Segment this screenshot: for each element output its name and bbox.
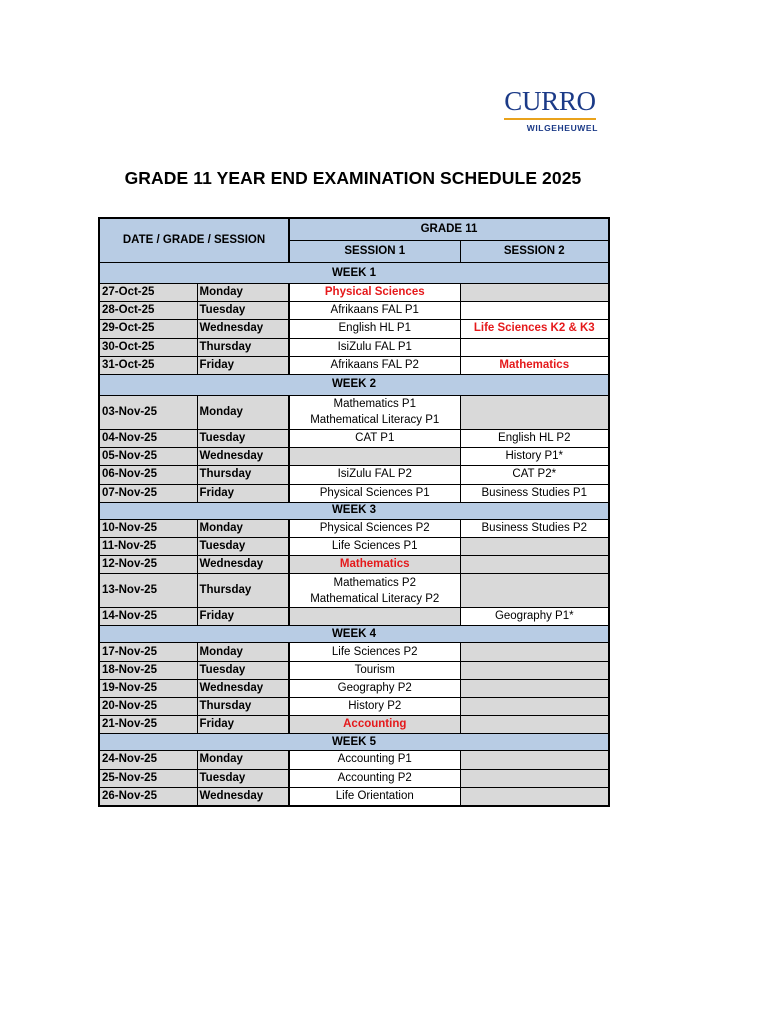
exam-weekday: Friday [197, 608, 289, 626]
session-2-cell [460, 643, 609, 661]
exam-date: 30-Oct-25 [99, 338, 197, 356]
session-1-cell [289, 716, 460, 734]
week-label: WEEK 2 [99, 374, 609, 395]
session-1-cell [289, 574, 460, 608]
exam-subject: Accounting P1 [337, 753, 412, 766]
table-row [99, 679, 609, 697]
session-2-cell [460, 302, 609, 320]
table-row [99, 338, 609, 356]
exam-subject: Mathematics [499, 358, 570, 371]
exam-subject: Life Sciences P1 [331, 539, 418, 552]
exam-date: 11-Nov-25 [99, 537, 197, 555]
week-header-row [99, 502, 609, 519]
session-1-cell [289, 395, 460, 429]
week-header-row [99, 374, 609, 395]
session-1-cell [289, 698, 460, 716]
exam-subject: History P1* [505, 450, 564, 463]
exam-weekday: Thursday [197, 574, 289, 608]
exam-subject: Mathematics P1 [333, 398, 416, 411]
exam-subject: Geography P2 [337, 681, 412, 694]
exam-weekday: Tuesday [197, 537, 289, 555]
exam-subject: Accounting [343, 718, 407, 731]
exam-subject: Life Sciences K2 & K3 [473, 322, 595, 335]
table-row [99, 429, 609, 447]
table-row [99, 608, 609, 626]
table-row [99, 787, 609, 806]
session-1-cell [289, 338, 460, 356]
exam-date: 07-Nov-25 [99, 484, 197, 502]
session-1-cell [289, 284, 460, 302]
exam-date: 14-Nov-25 [99, 608, 197, 626]
session-2-cell [460, 608, 609, 626]
session-1-cell [289, 608, 460, 626]
exam-subject: Physical Sciences [324, 286, 425, 299]
exam-date: 21-Nov-25 [99, 716, 197, 734]
exam-weekday: Friday [197, 716, 289, 734]
session-2-cell [460, 537, 609, 555]
exam-date: 28-Oct-25 [99, 302, 197, 320]
exam-date: 18-Nov-25 [99, 661, 197, 679]
exam-subject: CAT P2* [512, 468, 557, 481]
exam-subject: English HL P1 [338, 322, 411, 335]
session-2-cell [460, 661, 609, 679]
table-row [99, 466, 609, 484]
logo-wordmark: CURRO [504, 86, 596, 116]
schedule-body [99, 263, 609, 806]
exam-date: 03-Nov-25 [99, 395, 197, 429]
logo-divider [504, 118, 596, 120]
week-header-row [99, 626, 609, 643]
exam-date: 12-Nov-25 [99, 556, 197, 574]
exam-date: 10-Nov-25 [99, 519, 197, 537]
exam-weekday: Tuesday [197, 769, 289, 787]
table-row [99, 716, 609, 734]
exam-subject: Tourism [354, 663, 395, 676]
exam-date: 13-Nov-25 [99, 574, 197, 608]
session-1-cell [289, 519, 460, 537]
exam-subject: Life Orientation [335, 789, 414, 802]
session-2-cell [460, 466, 609, 484]
table-row [99, 698, 609, 716]
exam-weekday: Wednesday [197, 556, 289, 574]
exam-subject: Afrikaans FAL P1 [330, 304, 419, 317]
exam-date: 19-Nov-25 [99, 679, 197, 697]
exam-date: 05-Nov-25 [99, 448, 197, 466]
table-row [99, 484, 609, 502]
table-row [99, 284, 609, 302]
exam-weekday: Thursday [197, 338, 289, 356]
exam-weekday: Wednesday [197, 787, 289, 806]
exam-subject: Geography P1* [494, 610, 574, 623]
exam-subject: Business Studies P2 [481, 521, 587, 534]
table-row [99, 302, 609, 320]
session-2-cell [460, 787, 609, 806]
session-2-cell [460, 698, 609, 716]
exam-subject: Afrikaans FAL P2 [330, 358, 419, 371]
exam-weekday: Tuesday [197, 302, 289, 320]
session-1-cell [289, 448, 460, 466]
exam-weekday: Friday [197, 356, 289, 374]
session-1-cell [289, 787, 460, 806]
exam-date: 24-Nov-25 [99, 751, 197, 769]
session-2-cell [460, 395, 609, 429]
exam-weekday: Monday [197, 751, 289, 769]
exam-subject: English HL P2 [498, 432, 571, 445]
header-date-grade-session: DATE / GRADE / SESSION [99, 218, 289, 263]
session-2-cell [460, 574, 609, 608]
session-2-cell [460, 751, 609, 769]
exam-weekday: Tuesday [197, 661, 289, 679]
table-row [99, 643, 609, 661]
exam-date: 25-Nov-25 [99, 769, 197, 787]
exam-date: 27-Oct-25 [99, 284, 197, 302]
table-row [99, 769, 609, 787]
session-2-cell [460, 320, 609, 338]
session-1-cell [289, 769, 460, 787]
exam-date: 17-Nov-25 [99, 643, 197, 661]
table-row [99, 320, 609, 338]
session-1-cell [289, 356, 460, 374]
exam-subject: Accounting P2 [337, 771, 412, 784]
exam-subject: Business Studies P1 [481, 486, 587, 499]
exam-subject: Mathematical Literacy P1 [310, 414, 440, 427]
exam-subject: Physical Sciences P2 [319, 521, 430, 534]
exam-date: 06-Nov-25 [99, 466, 197, 484]
session-2-cell [460, 679, 609, 697]
table-row [99, 519, 609, 537]
exam-schedule-table [98, 217, 610, 807]
session-2-cell [460, 556, 609, 574]
session-1-cell [289, 429, 460, 447]
week-header-row [99, 263, 609, 284]
exam-date: 04-Nov-25 [99, 429, 197, 447]
table-row [99, 356, 609, 374]
exam-weekday: Wednesday [197, 320, 289, 338]
session-1-cell [289, 751, 460, 769]
session-2-cell [460, 484, 609, 502]
exam-weekday: Monday [197, 395, 289, 429]
exam-subject: History P2 [348, 700, 402, 713]
session-1-cell [289, 466, 460, 484]
exam-subject: Mathematical Literacy P2 [310, 592, 440, 605]
exam-weekday: Monday [197, 284, 289, 302]
session-1-cell [289, 484, 460, 502]
header-session-1: SESSION 1 [289, 241, 460, 263]
exam-date: 20-Nov-25 [99, 698, 197, 716]
exam-weekday: Friday [197, 484, 289, 502]
session-1-cell [289, 537, 460, 555]
exam-subject: Physical Sciences P1 [319, 486, 430, 499]
exam-weekday: Wednesday [197, 679, 289, 697]
exam-date: 29-Oct-25 [99, 320, 197, 338]
exam-weekday: Wednesday [197, 448, 289, 466]
session-2-cell [460, 338, 609, 356]
header-grade: GRADE 11 [289, 218, 609, 241]
exam-weekday: Monday [197, 519, 289, 537]
exam-subject: IsiZulu FAL P1 [337, 340, 412, 353]
table-row [99, 661, 609, 679]
exam-subject: Life Sciences P2 [331, 645, 418, 658]
table-row [99, 556, 609, 574]
session-1-cell [289, 643, 460, 661]
week-label: WEEK 5 [99, 734, 609, 751]
exam-weekday: Monday [197, 643, 289, 661]
session-1-cell [289, 302, 460, 320]
exam-weekday: Thursday [197, 698, 289, 716]
exam-date: 31-Oct-25 [99, 356, 197, 374]
session-1-cell [289, 661, 460, 679]
session-1-cell [289, 320, 460, 338]
week-label: WEEK 1 [99, 263, 609, 284]
exam-weekday: Tuesday [197, 429, 289, 447]
table-row [99, 751, 609, 769]
school-logo [500, 86, 600, 133]
session-2-cell [460, 769, 609, 787]
session-2-cell [460, 356, 609, 374]
table-row [99, 395, 609, 429]
session-1-cell [289, 679, 460, 697]
table-row [99, 537, 609, 555]
exam-date: 26-Nov-25 [99, 787, 197, 806]
table-row [99, 574, 609, 608]
session-2-cell [460, 284, 609, 302]
week-label: WEEK 3 [99, 502, 609, 519]
week-header-row [99, 734, 609, 751]
exam-subject: Mathematics P2 [333, 576, 416, 589]
header-session-2: SESSION 2 [460, 241, 609, 263]
exam-subject: IsiZulu FAL P2 [337, 468, 412, 481]
exam-subject: CAT P1 [355, 432, 395, 445]
session-2-cell [460, 519, 609, 537]
session-2-cell [460, 448, 609, 466]
session-2-cell [460, 716, 609, 734]
logo-campus: WILGEHEUWEL [526, 123, 598, 133]
exam-weekday: Thursday [197, 466, 289, 484]
table-row [99, 448, 609, 466]
page-title: GRADE 11 YEAR END EXAMINATION SCHEDULE 2025 [124, 168, 582, 188]
session-1-cell [289, 556, 460, 574]
exam-subject: Mathematics [339, 558, 410, 571]
session-2-cell [460, 429, 609, 447]
week-label: WEEK 4 [99, 626, 609, 643]
